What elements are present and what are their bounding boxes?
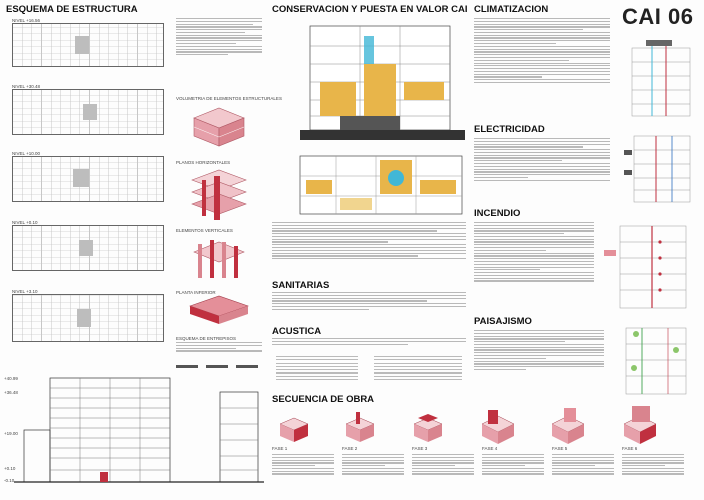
text-block: [474, 18, 610, 114]
floor-plan: [12, 23, 164, 67]
heading-conservacion: CONSERVACION Y PUESTA EN VALOR CAI: [272, 4, 468, 15]
electric-diagram: [622, 130, 700, 206]
hvac-diagram: [622, 40, 700, 120]
structure-axo: [184, 100, 254, 150]
heading-incendio: INCENDIO: [474, 208, 521, 219]
phase-label: FASE 4: [482, 446, 498, 451]
level-label: NIVEL +10.00: [12, 151, 40, 156]
text-block: [622, 454, 684, 494]
structure-axo: [184, 292, 254, 330]
conservation-plan: [296, 152, 466, 218]
text-block: [474, 138, 610, 204]
text-block: [474, 330, 604, 394]
text-block: [272, 292, 466, 322]
axo-label: PLANOS HORIZONTALES: [176, 160, 231, 165]
floor-plan: [12, 89, 164, 135]
text-block: [412, 454, 474, 494]
level-label: NIVEL +30.48: [12, 84, 40, 89]
sequence-axos: [270, 406, 700, 446]
axo-label: PLANTA INFERIOR: [176, 290, 216, 295]
section-level: +36.48: [4, 390, 18, 395]
floor-plan: [12, 156, 164, 202]
text-block: [482, 454, 544, 494]
section-level: +19.00: [4, 431, 18, 436]
phase-label: FASE 6: [622, 446, 638, 451]
heading-climatizacion: CLIMATIZACION: [474, 4, 549, 15]
text-block: [176, 342, 262, 360]
text-block: [272, 338, 466, 354]
level-label: NIVEL +16.56: [12, 18, 40, 23]
phase-label: FASE 5: [552, 446, 568, 451]
landscape-diagram: [612, 320, 700, 398]
building-section: [14, 372, 264, 492]
structure-axo: [184, 166, 254, 222]
heading-acustica: ACUSTICA: [272, 326, 322, 337]
section-level: -0.10: [4, 478, 15, 483]
phase-label: FASE 1: [272, 446, 288, 451]
structure-axo: [184, 234, 254, 284]
heading-estructura: ESQUEMA DE ESTRUCTURA: [6, 4, 138, 15]
floor-plan: [12, 225, 164, 271]
axo-label: VOLUMETRIA DE ELEMENTOS ESTRUCTURALES: [176, 96, 282, 101]
text-block: [176, 18, 262, 76]
text-block: [272, 454, 334, 494]
acoustic-table: [276, 356, 358, 382]
heading-electricidad: ELECTRICIDAD: [474, 124, 545, 135]
text-block: [342, 454, 404, 494]
axo-label: ELEMENTOS VERTICALES: [176, 228, 233, 233]
acoustic-table: [374, 356, 462, 382]
floor-plan: [12, 294, 164, 342]
section-level: +40.99: [4, 376, 18, 381]
axo-label: ESQUEMA DE ENTREPISOS: [176, 336, 237, 341]
board-code: CAI 06: [622, 4, 694, 29]
phase-label: FASE 3: [412, 446, 428, 451]
heading-paisajismo: PAISAJISMO: [474, 316, 532, 327]
text-block: [474, 222, 594, 310]
fire-diagram: [600, 220, 700, 312]
text-block: [272, 222, 466, 276]
text-block: [552, 454, 614, 494]
conservation-section: [300, 16, 465, 142]
level-label: NIVEL +3.10: [12, 289, 38, 294]
phase-label: FASE 2: [342, 446, 358, 451]
slab-section: [176, 362, 266, 372]
section-level: +0.10: [4, 466, 16, 471]
heading-sanitarias: SANITARIAS: [272, 280, 330, 291]
level-label: NIVEL +0.10: [12, 220, 38, 225]
heading-secuencia: SECUENCIA DE OBRA: [272, 394, 375, 405]
